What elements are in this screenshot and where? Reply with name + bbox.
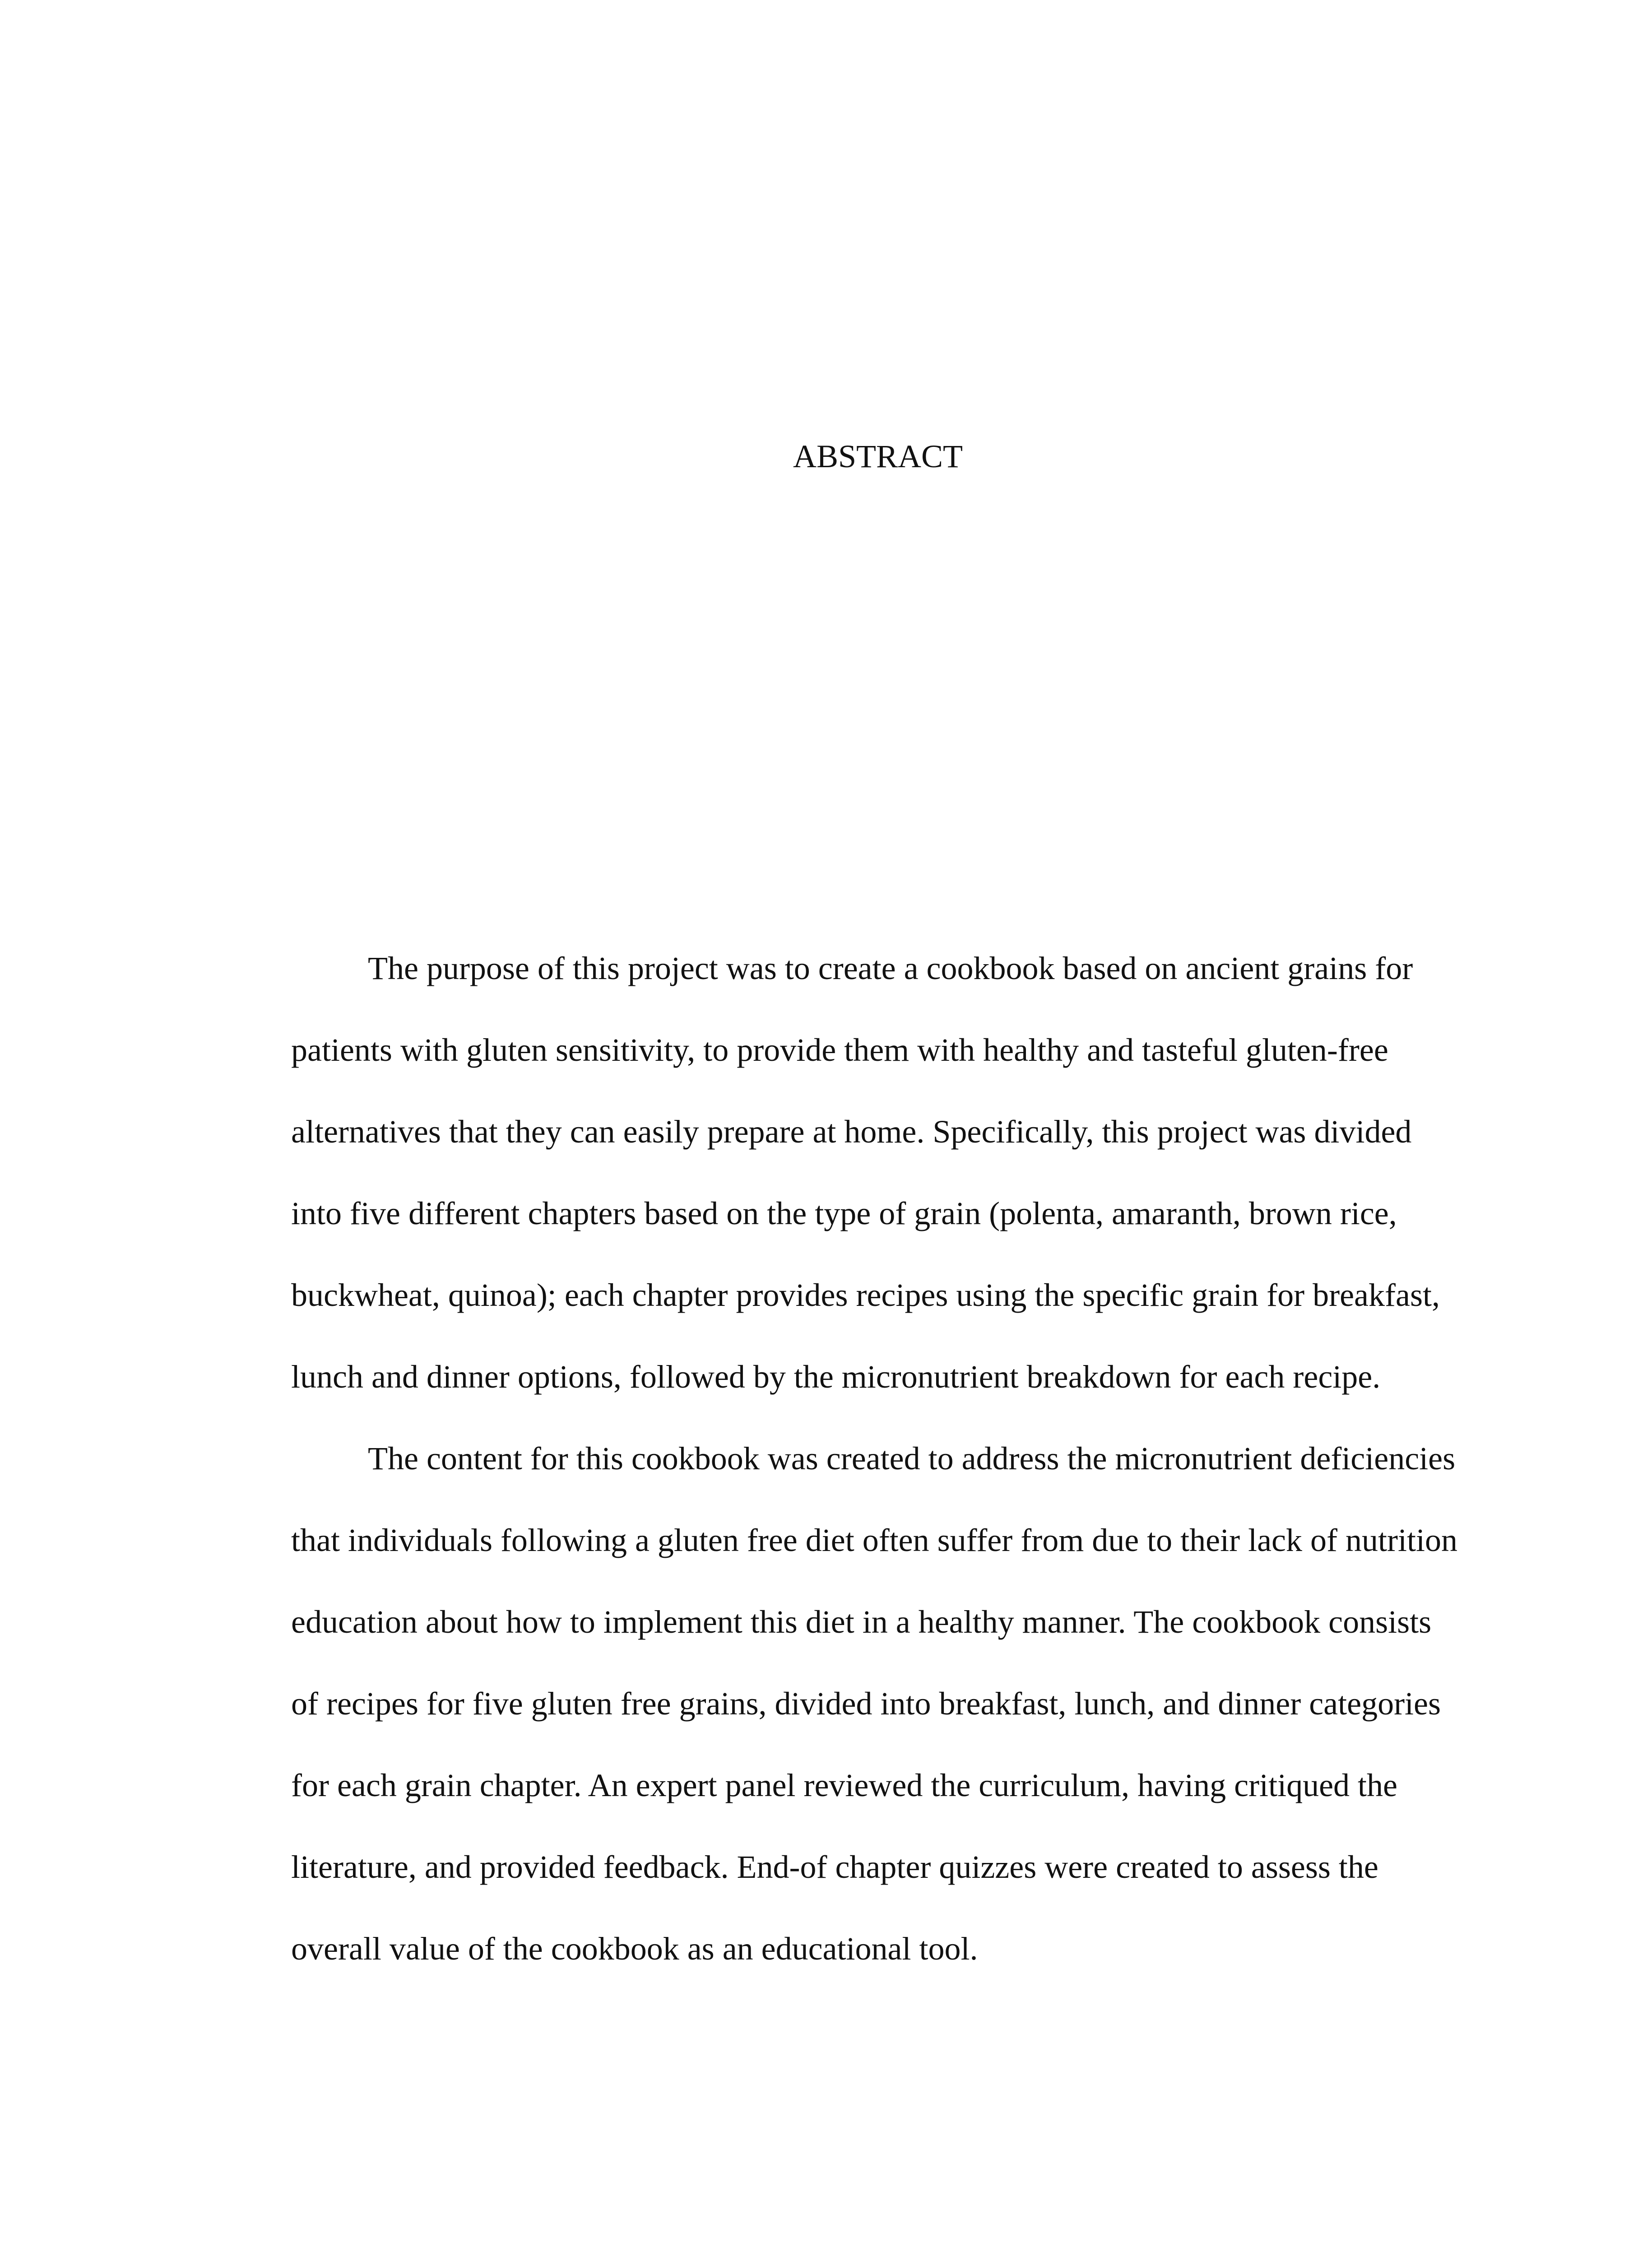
text-line: for each grain chapter. An expert panel reviewed the curriculum, having critiqued the xyxy=(291,1767,1397,1803)
text-line: into five different chapters based on the type of grain (polenta, amaranth, brown rice, xyxy=(291,1195,1397,1231)
paragraph-2 xyxy=(291,1418,1483,1990)
text-line: lunch and dinner options, followed by the micronutrient breakdown for each recipe. xyxy=(291,1359,1381,1395)
text-line: The purpose of this project was to create a cookbook based on ancient grains for xyxy=(368,950,1413,986)
text-line: that individuals following a gluten free diet often suffer from due to their lack of nutrition xyxy=(291,1522,1457,1558)
abstract-body xyxy=(291,928,1483,1990)
text-line: alternatives that they can easily prepare at home. Specifically, this project was divided xyxy=(291,1114,1412,1150)
text-line: The content for this cookbook was created to address the micronutrient deficiencies xyxy=(368,1440,1456,1477)
abstract-heading: ABSTRACT xyxy=(793,438,963,474)
text-line: of recipes for five gluten free grains, divided into breakfast, lunch, and dinner categories xyxy=(291,1686,1441,1722)
text-line: patients with gluten sensitivity, to provide them with healthy and tasteful gluten-free xyxy=(291,1032,1388,1068)
text-line: overall value of the cookbook as an educational tool. xyxy=(291,1931,978,1967)
text-line: education about how to implement this diet in a healthy manner. The cookbook consists xyxy=(291,1604,1432,1640)
text-line: literature, and provided feedback. End-of chapter quizzes were created to assess the xyxy=(291,1849,1378,1885)
text-line: buckwheat, quinoa); each chapter provides recipes using the specific grain for breakfast, xyxy=(291,1277,1440,1313)
paragraph-1 xyxy=(291,928,1483,1418)
